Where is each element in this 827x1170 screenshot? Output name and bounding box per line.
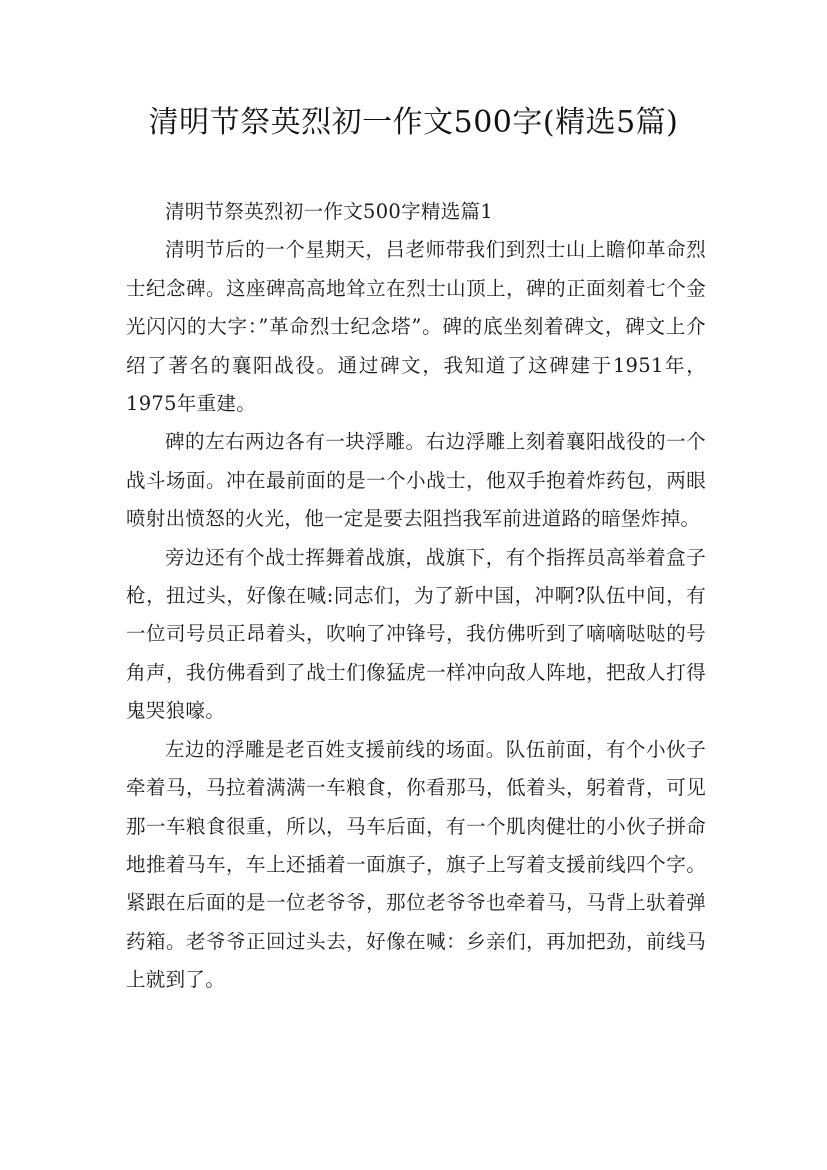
document-title: 清明节祭英烈初一作文500字(精选5篇) [148,105,679,140]
paragraph-1: 清明节后的一个星期天，吕老师带我们到烈士山上瞻仰革命烈士纪念碑。这座碑高高地耸立在烈士山顶上，碑的正面刻着七个金光闪闪的大字：”革命烈士纪念塔”。碑的底坐刻着碑文，碑文上介绍了著名的襄阳战役。通过碑文，我知道了这碑建于1951年，1975年重建。 [126,238,706,416]
section-heading: 清明节祭英烈初一作文500字精选篇1 [165,200,494,223]
paragraph-3: 旁边还有个战士挥舞着战旗，战旗下，有个指挥员高举着盒子枪，扭过头，好像在喊:同志们，为了新中国，冲啊?队伍中间，有一位司号员正昂着头，吹响了冲锋号，我仿佛听到了嘀嘀哒哒的号角声，我仿佛看到了战士们像猛虎一样冲向敌人阵地，把敌人打得鬼哭狼嚎。 [126,545,706,723]
paragraph-2: 碑的左右两边各有一块浮雕。右边浮雕上刻着襄阳战役的一个战斗场面。冲在最前面的是一个小战士，他双手抱着炸药包，两眼喷射出愤怒的火光，他一定是要去阻挡我军前进道路的暗堡炸掉。 [126,430,706,531]
document-body [126,193,706,1000]
paragraph-4: 左边的浮雕是老百姓支援前线的场面。队伍前面，有个小伙子牵着马，马拉着满满一车粮食，你看那马，低着头，躬着背，可见那一车粮食很重，所以，马车后面，有一个肌肉健壮的小伙子拼命地推着马车，车上还插着一面旗子，旗子上写着支援前线四个字。紧跟在后面的是一位老爷爷，那位老爷爷也牵着马，马背上驮着弹药箱。老爷爷正回过头去，好像在喊：乡亲们，再加把劲，前线马上就到了。 [126,737,706,992]
